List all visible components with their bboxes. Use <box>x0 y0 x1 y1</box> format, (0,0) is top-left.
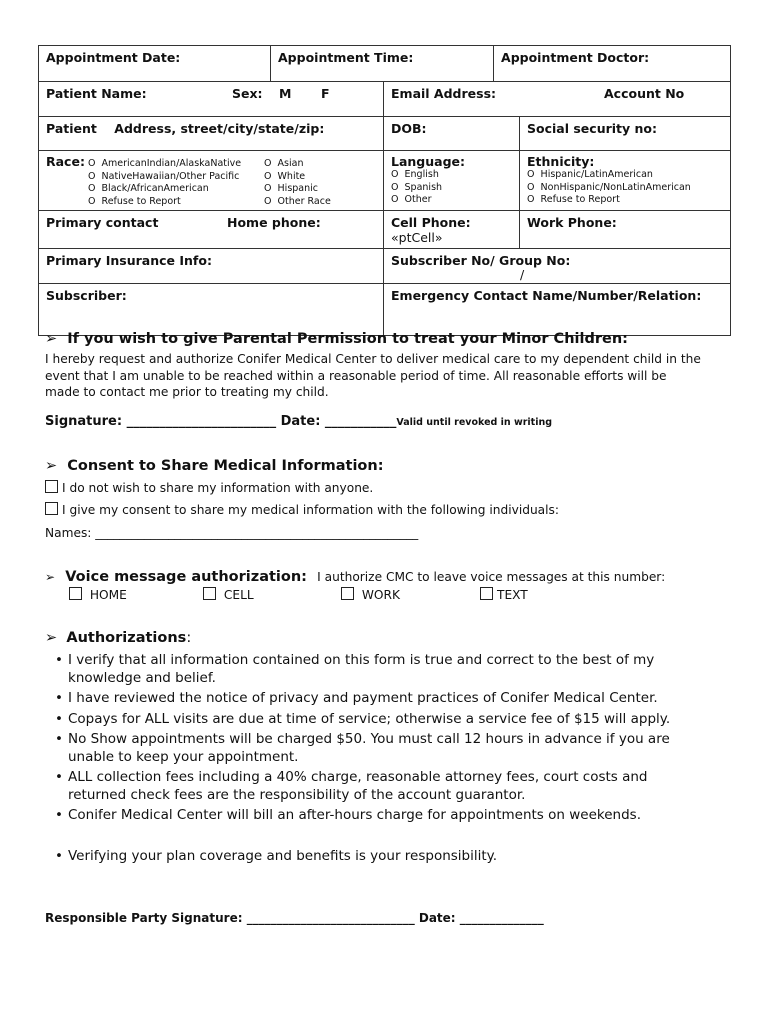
voice-option-cell[interactable]: CELL <box>203 587 254 604</box>
language-option[interactable]: O Spanish <box>391 181 443 193</box>
race-option[interactable]: O AmericanIndian/AlaskaNative <box>88 158 242 169</box>
patient-info-table <box>38 45 731 336</box>
sex-m-option[interactable]: M <box>279 86 292 101</box>
valid-until-note: Valid until revoked in writing <box>396 417 553 428</box>
language-field: Language: O English O Spanish O Other <box>384 151 520 211</box>
checkbox-icon[interactable] <box>480 587 493 600</box>
appointment-date-field[interactable]: Appointment Date: <box>39 46 271 82</box>
voice-option-work[interactable]: WORK <box>341 587 400 604</box>
appointment-time-field[interactable]: Appointment Time: <box>271 46 494 82</box>
list-item: • ALL collection fees including a 40% charge, reasonable attorney fees, court costs and returned check fees are the responsibility of the account guarantor. <box>55 769 705 804</box>
authorizations-list <box>55 652 705 828</box>
race-option[interactable]: O Other Race <box>264 195 331 207</box>
arrow-bullet-icon: ➢ <box>45 570 56 584</box>
checkbox-icon[interactable] <box>45 502 58 515</box>
language-option[interactable]: O English <box>391 169 439 180</box>
subscriber-no-field[interactable]: Subscriber No/ Group No: / <box>384 248 731 283</box>
list-item: • Verifying your plan coverage and benefits is your responsibility. <box>55 848 705 866</box>
emergency-contact-field[interactable]: Emergency Contact Name/Number/Relation: <box>384 283 731 335</box>
ethnicity-field: Ethnicity: O Hispanic/LatinAmerican O NonHispanic/NonLatinAmerican O Refuse to Report <box>520 151 731 211</box>
voice-option-text[interactable]: TEXT <box>480 587 528 604</box>
appointment-doctor-field[interactable]: Appointment Doctor: <box>494 46 731 82</box>
checkbox-icon[interactable] <box>341 587 354 600</box>
voice-option-home[interactable]: HOME <box>69 587 127 604</box>
consent-names-line[interactable]: Names: _____________________________________________________ <box>45 526 419 540</box>
race-option[interactable]: O Hispanic <box>264 183 318 194</box>
ethnicity-option[interactable]: O Refuse to Report <box>527 194 620 205</box>
parental-permission-text: I hereby request and authorize Conifer Medical Center to deliver medical care to my dependent child in the event that I am unable to be reached within a reasonable period of time. All reasonable efforts will be made to contact me prior to treating my child. <box>45 352 701 399</box>
consent-option-share[interactable]: I give my consent to share my medical information with the following individuals: <box>45 502 559 519</box>
sex-label: Sex: <box>232 86 263 101</box>
arrow-bullet-icon: ➢ <box>45 458 58 474</box>
consent-option-no-share[interactable]: I do not wish to share my information with anyone. <box>45 480 373 497</box>
list-item: • No Show appointments will be charged $50. You must call 12 hours in advance if you are unable to keep your appointment. <box>55 731 705 766</box>
race-option[interactable]: O Asian <box>264 158 304 169</box>
checkbox-icon[interactable] <box>203 587 216 600</box>
subscriber-field[interactable]: Subscriber: <box>39 283 384 335</box>
language-option[interactable]: O Other <box>391 194 432 205</box>
work-phone-field[interactable]: Work Phone: <box>520 210 731 248</box>
cell-phone-field[interactable]: Cell Phone: «ptCell» <box>384 210 520 248</box>
race-field: Race: O AmericanIndian/AlaskaNative O NativeHawaiian/Other Pacific O Black/AfricanAmerican O Refuse to Report O Asian O White O Hispanic O Other Race <box>39 151 384 211</box>
ethnicity-option[interactable]: O NonHispanic/NonLatinAmerican <box>527 181 691 193</box>
race-option[interactable]: O NativeHawaiian/Other Pacific <box>88 170 240 182</box>
race-option[interactable]: O Black/AfricanAmerican <box>88 183 209 194</box>
list-item: • I have reviewed the notice of privacy and payment practices of Conifer Medical Center. <box>55 690 705 708</box>
authorizations-heading: ➢ Authorizations: <box>45 630 192 646</box>
patient-address-field[interactable]: Patient Address, street/city/state/zip: <box>39 117 384 151</box>
arrow-bullet-icon: ➢ <box>45 331 58 347</box>
sex-f-option[interactable]: F <box>321 86 330 101</box>
list-item: • Copays for ALL visits are due at time of service; otherwise a service fee of $15 will apply. <box>55 711 705 729</box>
dob-field[interactable]: DOB: <box>384 117 520 151</box>
cell-phone-value: «ptCell» <box>391 229 443 245</box>
primary-insurance-field[interactable]: Primary Insurance Info: <box>39 248 384 283</box>
list-item: • I verify that all information contained on this form is true and correct to the best of my knowledge and belief. <box>55 652 705 687</box>
ssn-field[interactable]: Social security no: <box>520 117 731 151</box>
account-no-label: Account No <box>604 86 685 101</box>
race-option[interactable]: O Refuse to Report <box>88 195 181 207</box>
voice-heading: ➢ Voice message authorization: I authorize CMC to leave voice messages at this number: <box>45 569 666 585</box>
authorizations-list-final <box>55 848 705 869</box>
patient-name-field[interactable]: Patient Name: Sex: M F <box>39 82 384 117</box>
home-phone-label: Home phone: <box>227 214 321 230</box>
group-separator: / <box>520 266 525 282</box>
checkbox-icon[interactable] <box>69 587 82 600</box>
arrow-bullet-icon: ➢ <box>45 630 58 646</box>
checkbox-icon[interactable] <box>45 480 58 493</box>
consent-heading: ➢ Consent to Share Medical Information: <box>45 458 384 474</box>
parental-signature-line[interactable]: Signature: _______________________ Date: ___________Valid until revoked in writing <box>45 414 553 429</box>
email-account-field[interactable]: Email Address: Account No <box>384 82 731 117</box>
list-item: • Conifer Medical Center will bill an after-hours charge for appointments on weekends. <box>55 807 705 825</box>
race-option[interactable]: O White <box>264 170 306 182</box>
parental-permission-heading: ➢ If you wish to give Parental Permission to treat your Minor Children: <box>45 331 628 347</box>
responsible-party-signature-line[interactable]: Responsible Party Signature: ____________________________ Date: ______________ <box>45 911 544 925</box>
ethnicity-option[interactable]: O Hispanic/LatinAmerican <box>527 169 653 180</box>
primary-contact-field[interactable]: Primary contact Home phone: <box>39 210 384 248</box>
